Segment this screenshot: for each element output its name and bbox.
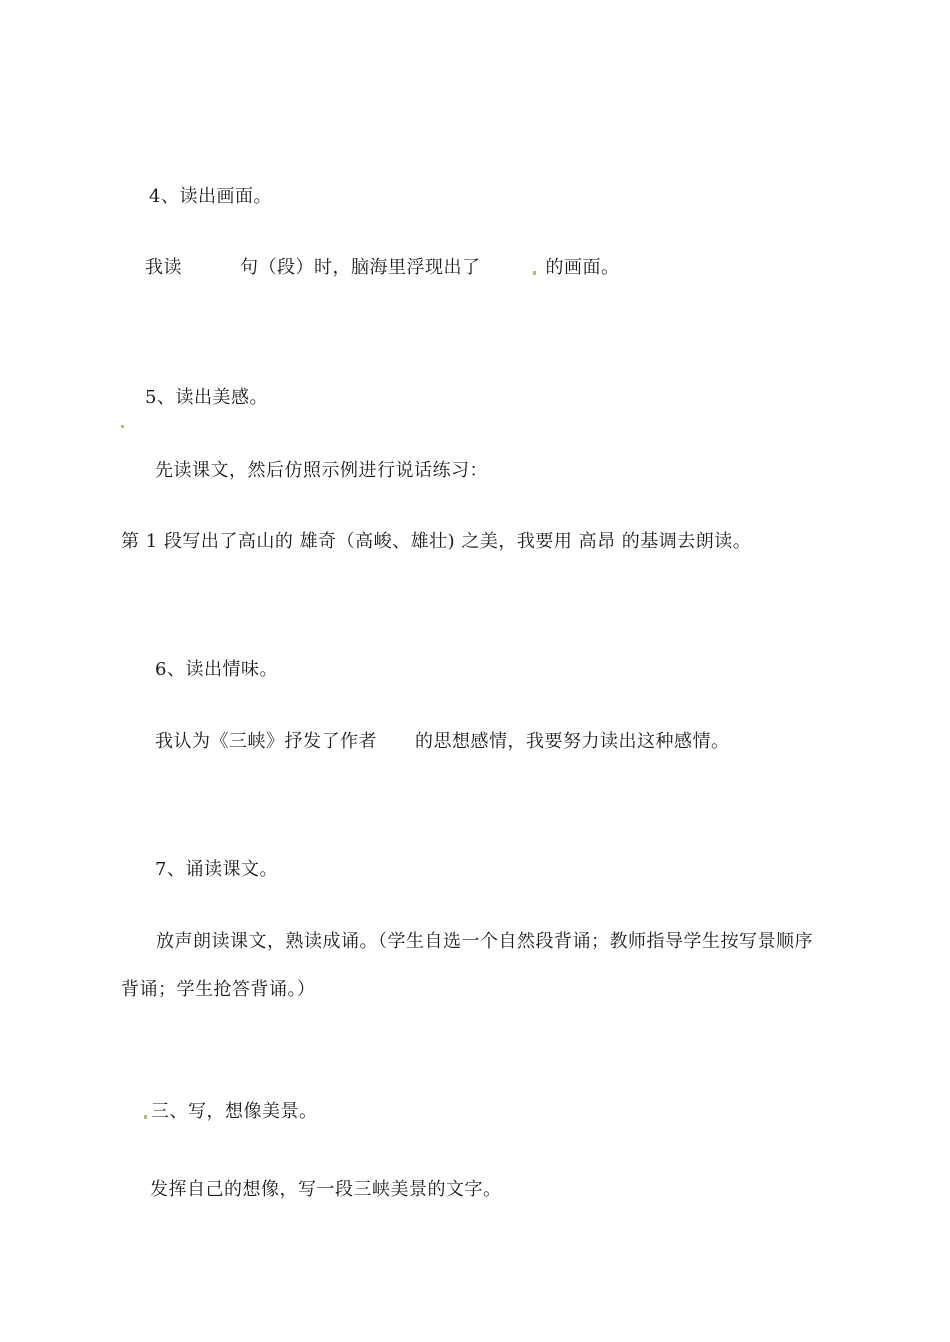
section-4-heading-text: 4、读出画面。 — [149, 186, 272, 207]
section-7-heading — [155, 858, 278, 882]
section-6-heading — [155, 658, 278, 682]
section-4-sentence — [145, 256, 620, 280]
s7-paragraph-text-2: 背诵；学生抢答背诵。） — [121, 979, 316, 1000]
part-3-heading-text: 三、写，想像美景。 — [151, 1101, 318, 1122]
section-4-heading — [149, 185, 272, 209]
section-6-heading-text: 6、读出情味。 — [155, 659, 278, 680]
section-7-heading-text: 7、诵读课文。 — [155, 859, 278, 880]
part-3-instruction — [150, 1178, 502, 1202]
section-5-heading — [145, 386, 268, 410]
s4-text-b: 句（段）时，脑海里浮 — [240, 257, 425, 278]
section-7-paragraph-line-2 — [121, 978, 316, 1002]
s5-example-text: 第 1 段写出了高山的 雄奇（高峻、雄壮) 之美，我要用 高昂 的基调去朗读。 — [121, 531, 752, 552]
marker-dot — [121, 425, 124, 428]
s6-text-b: 的思想感情，我要努力读出这种感情。 — [415, 731, 730, 752]
s4-text-c: 现出了 — [425, 257, 481, 278]
marker-dot — [144, 1115, 147, 1119]
marker-dot — [533, 271, 536, 275]
section-6-sentence — [155, 730, 730, 754]
section-5-heading-text: 5、读出美感。 — [145, 387, 268, 408]
section-5-instruction — [155, 459, 488, 483]
s7-paragraph-text-1: 放声朗读课文，熟读成诵。（学生自选一个自然段背诵；教师指导学生按写景顺序 — [156, 931, 813, 952]
s4-text-a: 我读 — [145, 257, 182, 278]
part-3-instruction-text: 发挥自己的想像，写一段三峡美景的文字。 — [150, 1179, 502, 1200]
section-5-example — [121, 530, 751, 554]
part-3-heading — [144, 1100, 318, 1124]
section-7-paragraph-line-1 — [156, 930, 813, 954]
s5-instruction-text: 先读课文，然后仿照示例进行说话练习： — [155, 460, 488, 481]
s4-text-d: 的画面。 — [545, 257, 620, 278]
s6-text-a: 我认为《三峡》抒发了作者 — [155, 731, 377, 752]
